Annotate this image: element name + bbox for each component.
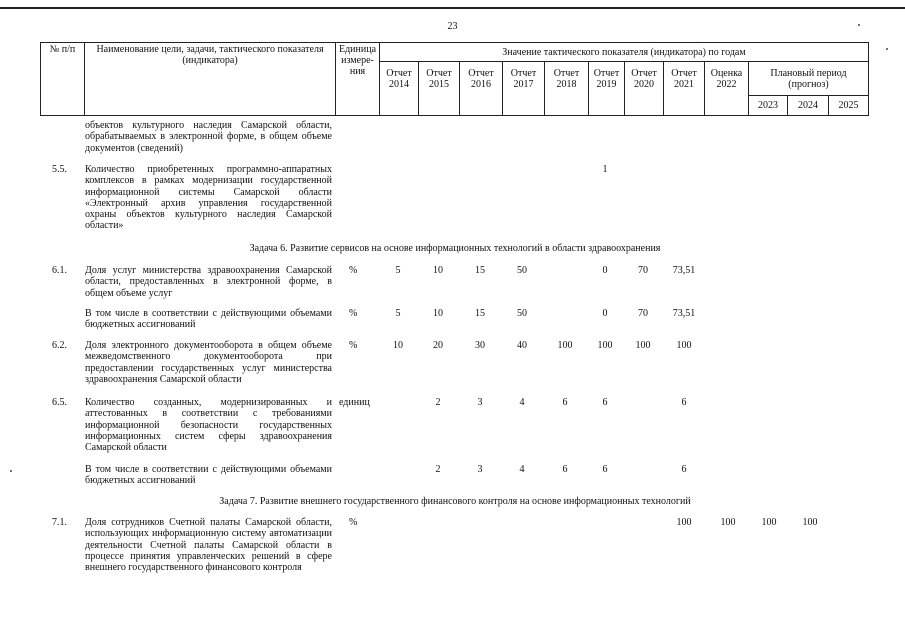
row-6-1-sub-value: 0 [602, 308, 608, 319]
scan-speck [10, 470, 12, 472]
row-6-5-sub-value: 6 [602, 464, 608, 475]
header-year-2016: Отчет 2016 [460, 62, 503, 116]
row-6-1-sub-name: В том числе в соответствии с действующими объемами бюджетных ассигнований [85, 308, 332, 331]
row-7-1-value: 100 [802, 517, 818, 528]
row-6-1-value: 70 [638, 265, 648, 276]
row-7-1-name: Доля сотрудников Счетной палаты Самарской области, использующих информационную систему автоматизации деятельности Счетной палаты Самарской области в процессе принятия управленческих решений в сфере внешнего государственного финансового контроля [85, 517, 332, 574]
header-table [40, 42, 869, 116]
row-6-1-name: Доля услуг министерства здравоохранения Самарской области, предоставленных в электронной форме, в общем объеме услуг [85, 265, 332, 299]
page-number: 23 [447, 21, 458, 32]
row-continuation-name: объектов культурного наследия Самарской области, обрабатываемых в электронной форме, в общем объеме документов (сведений) [85, 120, 332, 154]
header-year-2014: Отчет 2014 [380, 62, 419, 116]
row-6-1-number: 6.1. [52, 265, 67, 276]
header-year-2020: Отчет 2020 [625, 62, 664, 116]
row-6-5-sub-value: 4 [519, 464, 525, 475]
row-6-5-value: 2 [435, 397, 441, 408]
header-plan-2024: 2024 [788, 96, 829, 116]
row-6-1-sub-value: 73,51 [672, 308, 696, 319]
row-6-5-sub-value: 2 [435, 464, 441, 475]
row-6-5-sub-name: В том числе в соответствии с действующими объемами бюджетных ассигнований [85, 464, 332, 487]
row-7-1-value: 100 [761, 517, 777, 528]
row-7-1-number: 7.1. [52, 517, 67, 528]
row-6-5-value: 6 [562, 397, 568, 408]
header-year-2022: Оценка 2022 [705, 62, 749, 116]
row-6-5-sub-value: 6 [562, 464, 568, 475]
header-year-2015: Отчет 2015 [419, 62, 460, 116]
header-plan-2023: 2023 [749, 96, 788, 116]
row-6-5-sub-value: 3 [477, 464, 483, 475]
row-6-2-value: 20 [433, 340, 443, 351]
row-6-2-value: 100 [676, 340, 692, 351]
row-6-1-unit: % [349, 265, 358, 276]
row-6-2-name: Доля электронного документооборота в общем объеме межведомственного документооборота при предоставлении государственных услуг министерства здравоохранения Самарской области [85, 340, 332, 385]
top-border-line [0, 7, 905, 9]
row-6-2-value: 40 [517, 340, 527, 351]
header-year-2018: Отчет 2018 [545, 62, 589, 116]
row-6-2-value: 100 [635, 340, 651, 351]
header-plan-2025: 2025 [829, 96, 869, 116]
task-6-heading: Задача 6. Развитие сервисов на основе информационных технологий в области здравоохранения [249, 243, 661, 254]
row-6-1-sub-value: 15 [475, 308, 485, 319]
row-6-5-value: 3 [477, 397, 483, 408]
row-6-5-number: 6.5. [52, 397, 67, 408]
row-7-1-unit: % [349, 517, 358, 528]
row-6-1-sub-unit: % [349, 308, 358, 319]
row-6-5-value: 4 [519, 397, 525, 408]
row-7-1-value: 100 [676, 517, 692, 528]
header-col-name: Наименование цели, задачи, тактического показателя (индикатора) [85, 43, 336, 116]
row-6-1-sub-value: 50 [517, 308, 527, 319]
row-6-1-sub-value: 5 [395, 308, 401, 319]
header-col-values: Значение тактического показателя (индикатора) по годам [380, 43, 869, 62]
row-6-1-value: 0 [602, 265, 608, 276]
row-6-2-number: 6.2. [52, 340, 67, 351]
row-6-5-name: Количество созданных, модернизированных и аттестованных в соответствии с требованиями информационной безопасности государственных информационных систем сферы здравоохранения Самарской области [85, 397, 332, 454]
row-6-1-value: 73,51 [672, 265, 696, 276]
row-6-2-value: 10 [393, 340, 403, 351]
header-col-number: № п/п [41, 43, 85, 116]
row-6-1-value: 15 [475, 265, 485, 276]
row-6-2-value: 100 [597, 340, 613, 351]
row-6-5-value: 6 [602, 397, 608, 408]
row-6-5-sub-value: 6 [681, 464, 687, 475]
row-6-1-value: 50 [517, 265, 527, 276]
row-6-2-value: 30 [475, 340, 485, 351]
task-7-heading: Задача 7. Развитие внешнего государственного финансового контроля на основе информационных технологий [219, 496, 691, 507]
row-6-1-sub-value: 70 [638, 308, 648, 319]
header-year-2017: Отчет 2017 [503, 62, 545, 116]
header-year-2021: Отчет 2021 [664, 62, 705, 116]
row-6-1-sub-value: 10 [433, 308, 443, 319]
row-5-5-number: 5.5. [52, 164, 67, 175]
row-6-2-value: 100 [557, 340, 573, 351]
row-6-5-unit: единиц [339, 397, 370, 408]
row-5-5-value-2019: 1 [602, 164, 608, 175]
row-6-1-value: 5 [395, 265, 401, 276]
row-6-5-value: 6 [681, 397, 687, 408]
row-5-5-name: Количество приобретенных программно-аппаратных комплексов в рамках модернизации государственной информационной системы Самарской области «Электронный архив управления государственной охраны объектов культурного наследия Самарской области» [85, 164, 332, 232]
header-year-2019: Отчет 2019 [589, 62, 625, 116]
row-6-1-value: 10 [433, 265, 443, 276]
header-plan-period: Плановый период (прогноз) [749, 62, 869, 96]
header-col-unit: Единица измере- ния [336, 43, 380, 116]
scan-speck [858, 24, 860, 26]
row-6-2-unit: % [349, 340, 358, 351]
row-7-1-value: 100 [720, 517, 736, 528]
scan-speck [886, 48, 888, 50]
